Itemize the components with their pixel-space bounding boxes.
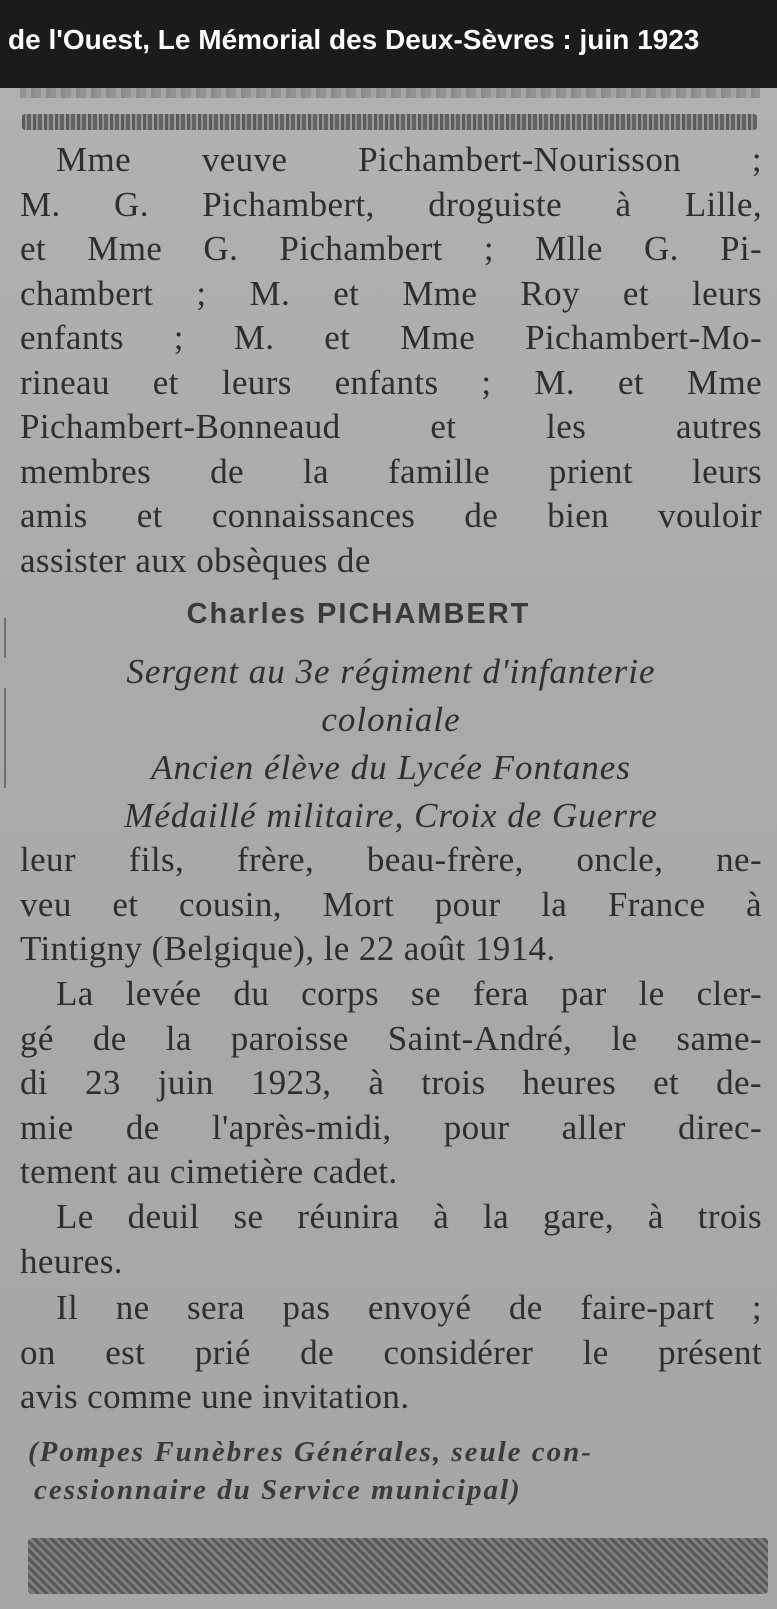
text-line: avis comme une invitation. xyxy=(20,1377,410,1416)
text-line: veu et cousin, Mort pour la France à xyxy=(20,884,762,924)
funeral-paragraph xyxy=(20,972,762,1195)
ornament-divider-top xyxy=(22,114,757,130)
text-line: Il ne sera pas envoyé de faire-part ; xyxy=(56,1288,762,1327)
column-edge-mark xyxy=(4,688,6,788)
scanned-newspaper-clipping[interactable] xyxy=(0,88,777,1609)
text-line: tement au cimetière cadet. xyxy=(20,1152,398,1191)
text-line: Le deuil se réunira à la gare, à trois xyxy=(56,1197,762,1236)
deceased-name: Charles PICHAMBERT xyxy=(186,598,531,630)
honour-line: Médaillé militaire, Croix de Guerre xyxy=(124,796,658,835)
text-line: gé de la paroisse Saint-André, le same- xyxy=(20,1018,762,1058)
cropped-previous-line xyxy=(20,88,760,98)
relation-paragraph xyxy=(20,838,762,972)
honours-block xyxy=(20,648,762,840)
text-line: assister aux obsèques de xyxy=(20,540,371,580)
text-line: di 23 juin 1923, à trois heures et de- xyxy=(20,1063,762,1102)
text-line: Tintigny (Belgique), le 22 août 1914. xyxy=(20,929,556,968)
text-line: membres de la famille prient leurs xyxy=(20,451,762,491)
honour-line: Ancien élève du Lycée Fontanes xyxy=(151,748,631,787)
gathering-paragraph xyxy=(20,1195,762,1284)
text-line: enfants ; M. et Mme Pichambert-Mo- xyxy=(20,318,762,357)
text-line: Mme veuve Pichambert-Nourisson ; xyxy=(56,140,762,179)
honour-line: Sergent au 3e régiment d'infanterie xyxy=(126,652,656,691)
text-line: M. G. Pichambert, droguiste à Lille, xyxy=(20,184,762,224)
footer-line: (Pompes Funèbres Générales, seule con- xyxy=(28,1436,593,1468)
ornament-divider-bottom xyxy=(28,1538,768,1594)
text-line: chambert ; M. et Mme Roy et leurs xyxy=(20,273,762,313)
text-line: amis et connaissances de bien vouloir xyxy=(20,496,762,535)
text-line: leur fils, frère, beau-frère, oncle, ne- xyxy=(20,840,762,879)
text-line: Pichambert-Bonneaud et les autres xyxy=(20,407,762,446)
funeral-director-note xyxy=(28,1433,768,1509)
document-title: de l'Ouest, Le Mémorial des Deux-Sèvres : juin 1923 xyxy=(8,24,700,55)
honour-line: coloniale xyxy=(321,700,461,739)
text-line: on est prié de considérer le présent xyxy=(20,1332,762,1372)
document-title-bar xyxy=(0,0,777,88)
text-line: heures. xyxy=(20,1241,123,1281)
text-line: rineau et leurs enfants ; M. et Mme xyxy=(20,362,762,402)
invitation-paragraph xyxy=(20,1286,762,1420)
footer-line: cessionnaire du Service municipal) xyxy=(34,1474,522,1506)
text-line: mie de l'après-midi, pour aller direc- xyxy=(20,1107,762,1147)
text-line: et Mme G. Pichambert ; Mlle G. Pi- xyxy=(20,229,762,268)
intro-paragraph xyxy=(20,138,762,583)
text-line: La levée du corps se fera par le cler- xyxy=(56,974,762,1013)
